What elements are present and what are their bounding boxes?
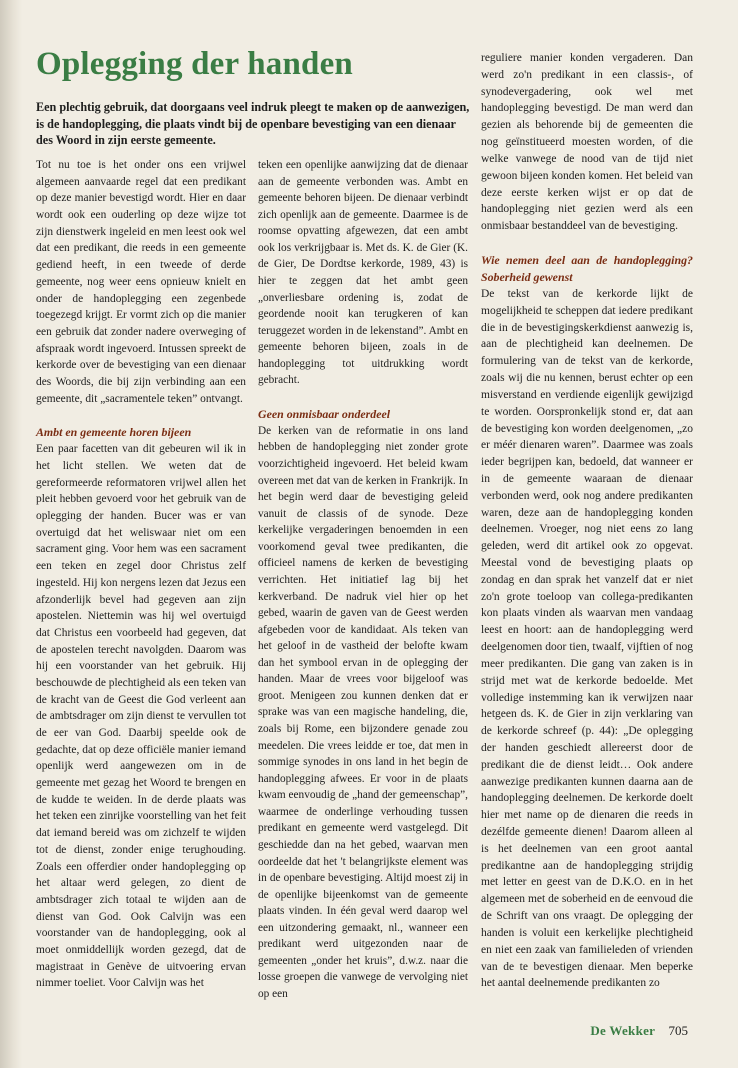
page-binding-shadow [0, 0, 22, 1068]
paragraph: De tekst van de kerkorde lijkt de mogelijkheid te scheppen dat iedere predikant die in de bevestigingskerkdienst aanwezig is, aan de plechtigheid kan deelnemen. De formulering van de tekst van de kerkorde, zoals wij die nu kennen, berust echter op een misverstand en verdiende eigenlijk gewijzigd te worden. Oorspronkelijk stond er, dat aan de bevestiging kon worden deelgenomen, „zo er méér dienaren waren”. Daarmee was zoals ieder begrijpen kan, bedoeld, dat wanneer er in de gemeente waaraan de dienaar verbonden werd, ook nog andere predikanten waren, deze aan de handoplegging konden deelnemen. Vroeger, nog niet eens zo lang geleden, werd dit artikel ook zo opgevat. Meestal vond de bevestiging plaats op zondag en dan sprak het vanzelf dat er niet zo'n grote toeloop van collega-predikanten kon plaats vinden als waarvan men vandaag leest en hoort: aan de handoplegging werd deelgenomen door tien, twaalf, vijftien of nog meer predikanten. Die gang van zaken is in strijd met wat de kerkorde bedoelde. Met volledige instemming kan ik verwijzen naar hetgeen ds. K. de Gier in zijn verklaring van de kerkorde schreef (p. 44): „De oplegging der handen geschiedt allereerst door de predikant die de dienst leidt… Ook andere aanwezige predikanten kunnen daarna aan de handoplegging deelnemen. De kerkorde doelt hier met name op de dienaren die reeds in dezélfde gemeente dienen! Daarom alleen al is het deelnemen van een groot aantal predikantne aan de handoplegging strijdig met letter en geest van de D.K.O. en in het algemeen met de soberheid en de eenvoud die de Schrift van ons vraagt. De oplegging der handen is voluit een kerkelijke plechtigheid en niet een zaak van familieleden of vrienden van de te bevestigen dienaar. Men beperke het aantal deelnemende predikanten zo [481, 288, 693, 990]
section-heading: Wie nemen deel aan de handoplegging? Soberheid gewenst [481, 252, 693, 284]
text-column-2 [258, 157, 468, 1003]
article-lead: Een plechtig gebruik, dat doorgaans veel indruk pleegt te maken op de aanwezigen, is de handoplegging, die plaats vindt bij de openbare bevestiging van een dienaar des Woord in zijn eerste gemeente. [36, 100, 470, 148]
section-heading: Geen onmisbaar onderdeel [258, 406, 391, 421]
page-footer [590, 1023, 688, 1039]
magazine-name: De Wekker [590, 1023, 656, 1038]
paragraph: Tot nu toe is het onder ons een vrijwel algemeen aanvaarde regel dat een predikant op deze manier bevestigd wordt. Hier en daar wordt ook een ouderling op deze wijze tot zijn dienstwerk ingeleid en men leest ook wel dat een predikant, die reeds in een gemeente gediend heeft, in een tweede of derde gemeente, nog weer eens opnieuw knielt en onder de handoplegging een zegenbede toegezegd krijgt. Er vormt zich op die manier een gebruik dat zonder nadere overweging of afspraak wordt ingevoerd. Intussen spreekt de kerkorde over de bevestiging van een dienaar des Woords, die bij zijn verbinding aan een gemeente, dit „sacramentele teken” ontvangt. [36, 159, 246, 405]
paragraph: reguliere manier konden vergaderen. Dan werd zo'n predikant in een classis-, of synodevergadering, ook wel met handoplegging bevestigd. De man werd dan gezien als behorende bij de gemeenten die nog geïnstitueerd moesten worden, of die welke vanwege de nood van de tijd niet gewoon bijeen konden komen. Het beleid van deze eerste kerken wijst er op dat de handoplegging niet gezien werd als een onmisbaar bestanddeel van de bevestiging. [481, 52, 693, 233]
article-title: Oplegging der handen [36, 46, 353, 82]
paragraph: De kerken van de reformatie in ons land hebben de handoplegging niet zonder grote voorzichtigheid ingevoerd. Het beleid kwam overeen met dat van de kerken in Frankrijk. In het begin werd daar de bevestiging geleid vanuit de classis of de synode. Deze kerkelijke vergaderingen benoemden in een voorkomend geval twee predikanten, die officieel namens de kerken de bevestiging verrichten. Het initiatief lag bij het kerkverband. De nadruk viel hier op het gebed, waarin de gaven van de Geest werden afgebeden voor de kandidaat. Als teken van het geloof in de vastheid der belofte kwam dan het symbool ervan in de oplegging der handen. Maar de vrees voor bijgeloof was groot. Menigeen zou kunnen denken dat er sprake was van een magische handeling, die, zoals bij Rome, een bijzondere genade zou meedelen. Die vrees leidde er toe, dat men in sommige synodes in ons land in het begin de handoplegging afwees. Er voor in de plaats kwam eenvoudig de „hand der gemeenschap”, waarmee de onderlinge verhouding tussen predikant en gemeente werd vastgelegd. Dit geschiedde dan na het gebed, waarvan men oordeelde dat het 't belangrijkste element was in de openbare bevestiging. Altijd moest zij in de openlijke bijeenkomst van de gemeente plaats vinden. In één geval werd daarop wel een uitzondering gemaakt, nl., wanneer een predikant werd uitgezonden naar de gemeenten „onder het kruis”, d.w.z. naar die losse groepen die vanwege de vervolging niet op een [258, 424, 468, 1001]
text-column-1 [36, 157, 246, 992]
section-heading: Ambt en gemeente horen bijeen [36, 425, 192, 440]
page-number: 705 [668, 1023, 688, 1038]
paragraph: teken een openlijke aanwijzing dat de dienaar aan de gemeente verbonden was. Ambt en gemeente behoren bijeen. De dienaar verbindt zich openlijk aan de gemeente. Daarmee is de roomse opvatting afgewezen, dat een ambt ook los verkrijgbaar is. Met ds. K. de Gier (K. de Gier, De Dordtse kerkorde, 1989, 43) is hier te zeggen dat het ambt geen „onverliesbare ordening is, zodat de geordende nooit kan terugkeren of kan teruggezet worden in de lekenstand”. Ambt en gemeente behoren bijeen, zoals in de handoplegging tot uitdrukking wordt gebracht. [258, 159, 468, 387]
paragraph: Een paar facetten van dit gebeuren wil ik in het licht stellen. We weten dat de gereformeerde reformatoren vrijwel allen het pleit hebben gevoerd voor het gebruik van de oplegging der handen. Bucer was er van overtuigd dat het weliswaar niet om een sacrament ging. Voor hem was een sacrament een teken en zegel door Christus zelf ingesteld. Hij kon nergens lezen dat Jezus een afzonderlijk bevel had gegeven aan zijn apostelen. Niettemin was hij wel overtuigd dat Christus een voorbeeld had gegeven, dat de apostelen terecht navolgden. Daarom was hij een voorstander van het gebruik. Hij beschouwde de plechtigheid als een teken van de kracht van de Geest die God verleent aan de ambtsdrager om zijn dienst te vervullen tot de eer van God. Daarbij speelde ook de gedachte, dat op deze officiële manier iemand openlijk werd aangewezen om in de gemeente met gezag het Woord te brengen en de kudde te weiden. In de derde plaats was het teken een zinrijke voorstelling van het feit dat iemand bereid was om zichzelf te wijden tot de dienst, zonder enige terughouding. Zoals een offerdier onder handoplegging op het altaar werd gelegen, zo dient de ambtsdrager zich totaal te wijden aan de dienst van God. Ook Calvijn was een voorstander van de handoplegging, ook al moet onmiddellijk worden gezegd, dat de magistraat in Genève de uitvoering ervan nimmer toeliet. Voor Calvijn was het [36, 443, 247, 990]
text-column-3 [481, 50, 693, 992]
